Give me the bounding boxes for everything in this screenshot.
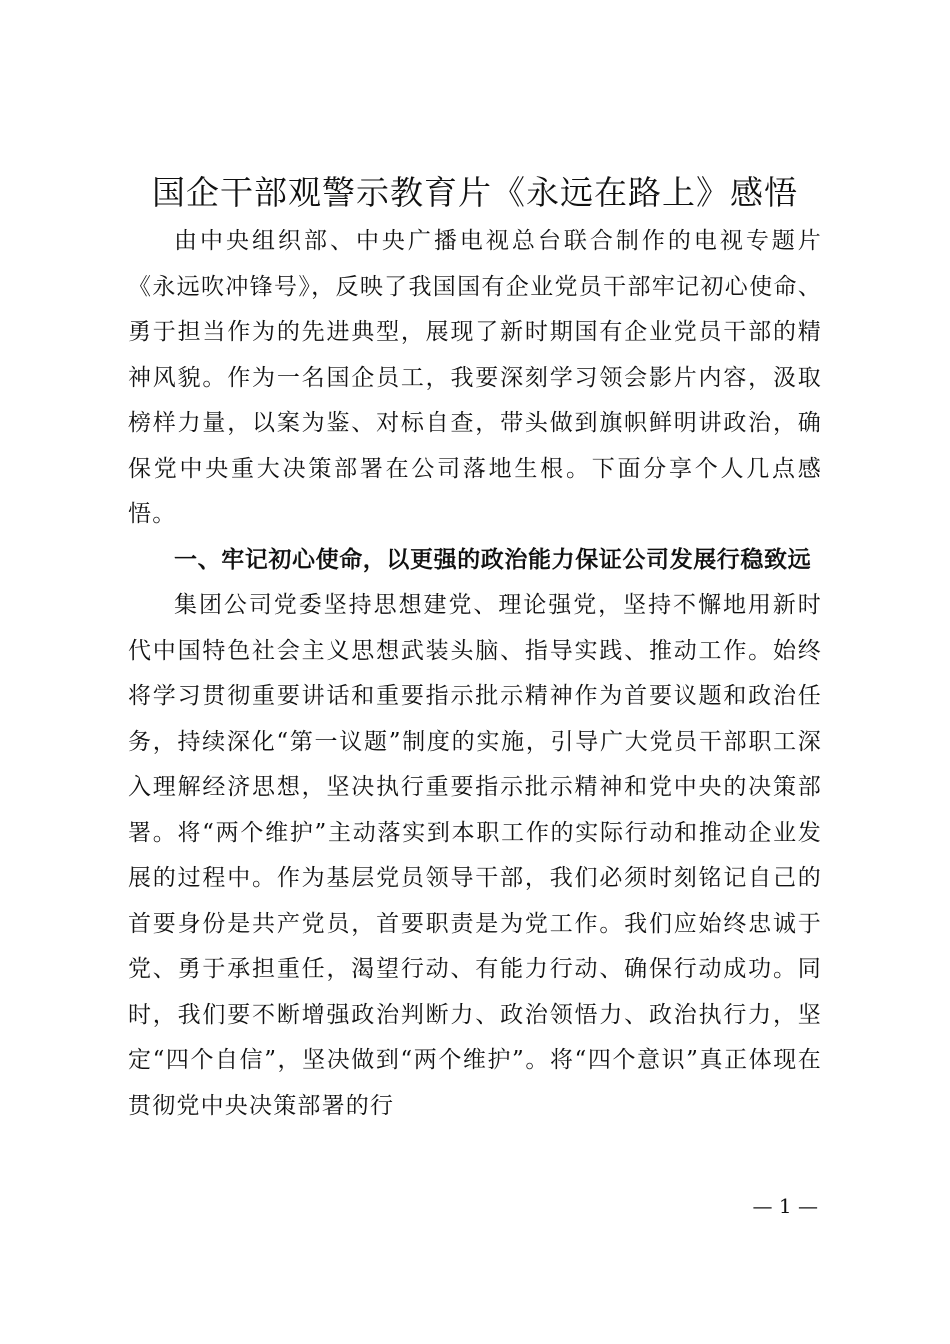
- intro-paragraph: 由中央组织部、中央广播电视总台联合制作的电视专题片《永远吹冲锋号》，反映了我国国有企业党员干部牢记初心使命、勇于担当作为的先进典型，展现了新时期国有企业党员干部的精神风貌。作为一名国企员工，我要深刻学习领会影片内容，汲取榜样力量，以案为鉴、对标自查，带头做到旗帜鲜明讲政治，确保党中央重大决策部署在公司落地生根。下面分享个人几点感悟。: [128, 228, 822, 527]
- document-title: 国企干部观警示教育片《永远在路上》感悟: [152, 173, 798, 212]
- section-heading: 一、牢记初心使命，以更强的政治能力保证公司发展行稳致远: [174, 546, 812, 573]
- document-body: [128, 219, 822, 1129]
- section-paragraph: 集团公司党委坚持思想建党、理论强党，坚持不懈地用新时代中国特色社会主义思想武装头脑、指导实践、推动工作。始终将学习贯彻重要讲话和重要指示批示精神作为首要议题和政治任务，持续深化“第一议题”制度的实施，引导广大党员干部职工深入理解经济思想，坚决执行重要指示批示精神和党中央的决策部署。将“两个维护”主动落实到本职工作的实际行动和推动企业发展的过程中。作为基层党员领导干部，我们必须时刻铭记自己的首要身份是共产党员，首要职责是为党工作。我们应始终忠诚于党、勇于承担重任，渴望行动、有能力行动、确保行动成功。同时，我们要不断增强政治判断力、政治领悟力、政治执行力，坚定“四个自信”，坚决做到“两个维护”。将“四个意识”真正体现在贯彻党中央决策部署的行: [128, 592, 822, 1119]
- page-number: — 1 —: [752, 1194, 818, 1218]
